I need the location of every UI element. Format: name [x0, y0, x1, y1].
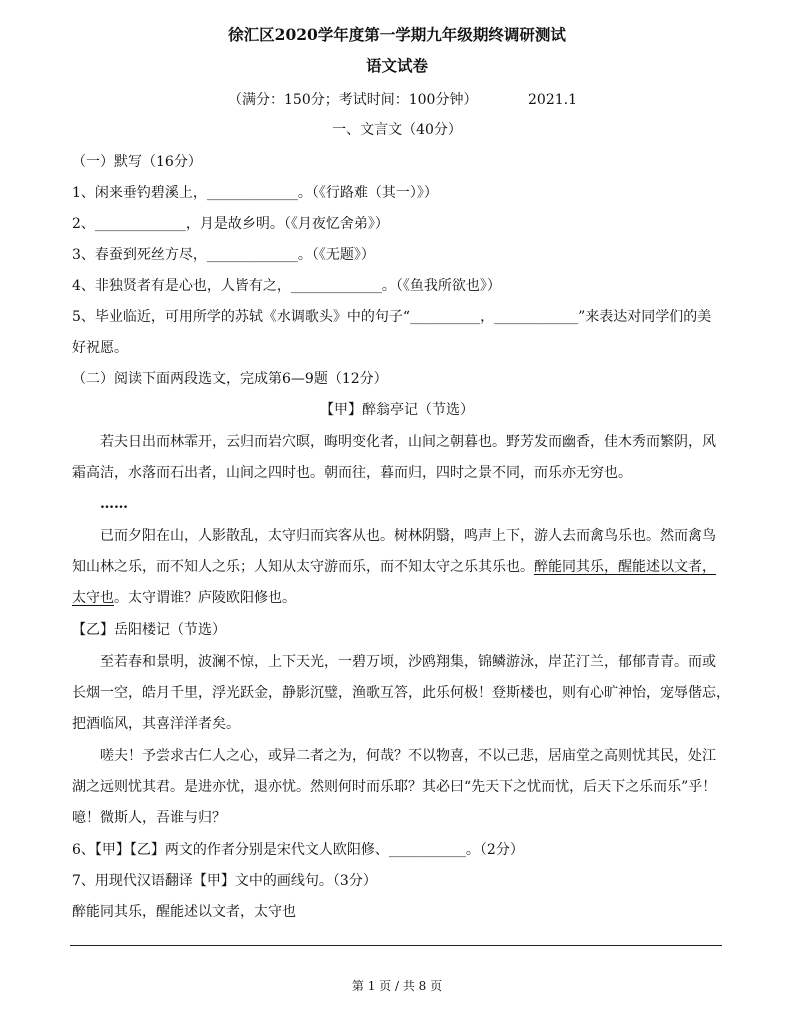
exam-title: 徐汇区2020学年度第一学期九年级期终调研测试 [228, 25, 566, 44]
exam-meta: （满分：150分；考试时间：100分钟） [228, 92, 478, 108]
passage-jia-p1-line2: 霜高洁，水落而石出者，山间之四时也。朝而往，暮而归，四时之景不同，而乐亦无穷也。 [72, 465, 632, 481]
passage-yi-p2-line3: 噫！微斯人，吾谁与归？ [72, 810, 226, 826]
question-6: 6、【甲】【乙】两文的作者分别是宋代文人欧阳修、___________。（2分） [72, 842, 524, 858]
exam-date: 2021.1 [528, 92, 577, 108]
question-3: 3、春蚕到死丝方尽，_____________。（《无题》） [72, 247, 375, 263]
passage-jia-title: 【甲】醉翁亭记（节选） [320, 402, 474, 418]
part1-heading: （一）默写（16分） [72, 154, 202, 170]
passage-yi-p1-line3: 把酒临风，其喜洋洋者矣。 [72, 716, 240, 732]
passage-yi-p2-line1: 嗟夫！予尝求古仁人之心，或异二者之为，何哉？不以物喜，不以己悲，居庙堂之高则忧其民，处江 [100, 748, 716, 764]
passage-jia-p2-line3 [72, 588, 296, 608]
passage-jia-p1-line1: 若夫日出而林霏开，云归而岩穴暝，晦明变化者，山间之朝暮也。野芳发而幽香，佳木秀而繁阴，风 [100, 434, 716, 450]
passage-jia-p2-line2-text: 知山林之乐，而不知人之乐；人知从太守游而乐，而不知太守之乐其乐也。 [72, 559, 534, 575]
passage-ellipsis: …… [100, 496, 128, 512]
exam-subtitle: 语文试卷 [365, 56, 428, 75]
question-4: 4、非独贤者有是心也，人皆有之，_____________。（《鱼我所欲也》） [72, 278, 501, 294]
passage-yi-p1-line2: 长烟一空，皓月千里，浮光跃金，静影沉璧，渔歌互答，此乐何极！登斯楼也，则有心旷神怡，宠辱偕忘， [72, 685, 730, 701]
question-5-line2: 好祝愿。 [72, 340, 128, 356]
footer-divider [70, 945, 722, 946]
underlined-sentence-part1: 醉能同其乐，醒能述以文者， [534, 559, 716, 575]
passage-yi-title: 【乙】岳阳楼记（节选） [72, 622, 226, 638]
question-7-sentence: 醉能同其乐，醒能述以文者，太守也 [72, 904, 296, 920]
page-number: 第 1 页 / 共 8 页 [351, 979, 443, 993]
question-1: 1、闲来垂钓碧溪上，_____________。（《行路难（其一）》） [72, 185, 438, 201]
question-2: 2、_____________，月是故乡明。（《月夜忆舍弟》） [72, 216, 389, 232]
section-heading: 一、文言文（40分） [332, 122, 462, 138]
passage-jia-p2-line2 [72, 557, 716, 577]
passage-yi-p1-line1: 至若春和景明，波澜不惊，上下天光，一碧万顷，沙鸥翔集，锦鳞游泳，岸芷汀兰，郁郁青青。而或 [100, 654, 716, 670]
passage-jia-p2-line1: 已而夕阳在山，人影散乱，太守归而宾客从也。树林阴翳，鸣声上下，游人去而禽鸟乐也。然而禽鸟 [100, 528, 716, 544]
part2-heading: （二）阅读下面两段选文，完成第6—9题（12分） [72, 371, 388, 387]
passage-jia-p2-line3-text: 。太守谓谁？庐陵欧阳修也。 [114, 590, 296, 606]
question-5-line1: 5、毕业临近，可用所学的苏轼《水调歌头》中的句子“__________，____________”来表达对同学们的美 [72, 309, 712, 325]
passage-yi-p2-line2: 湖之远则忧其君。是进亦忧，退亦忧。然则何时而乐耶？其必曰“先天下之忧而忧，后天下之乐而乐”乎！ [72, 779, 717, 795]
underlined-sentence-part2: 太守也 [72, 590, 114, 606]
question-7: 7、用现代汉语翻译【甲】文中的画线句。（3分） [72, 873, 377, 889]
